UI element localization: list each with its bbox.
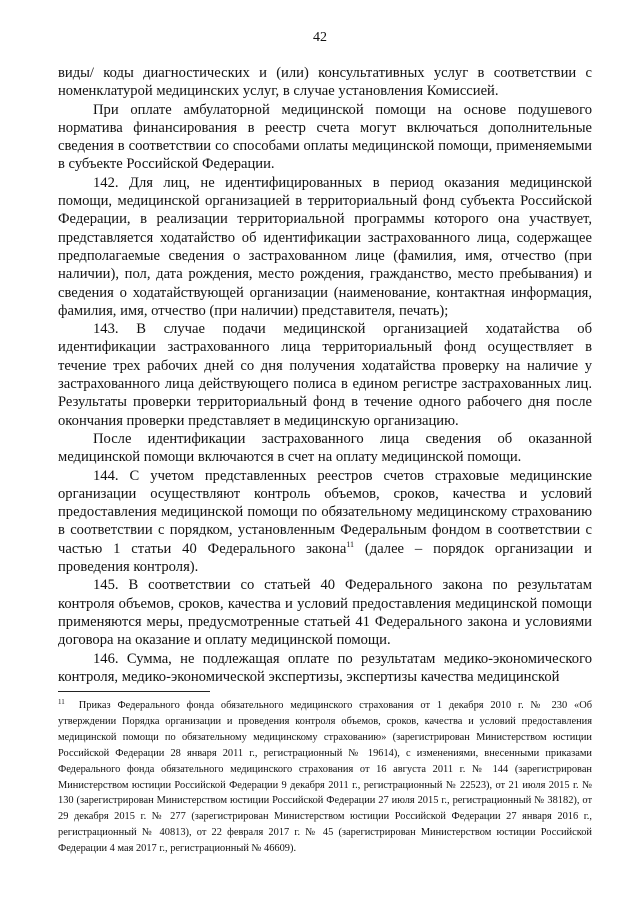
- paragraph-145: 145. В соответствии со статьей 40 Федерального закона по результатам контроля объемов, сроков, качества и условий предоставления медицинской помощи применяются меры, предусмотренные статьей 41 Федерального закона и условиями договора на оказание и оплату медицинской помощи.: [58, 577, 592, 649]
- paragraph-144-text: 144. С учетом представленных реестров счетов страховые медицинские организации осуществляют контроль объемов, сроков, качества и условий предоставления медицинской помощи по обязательному медицинскому страхованию в соответствии с порядком, установленным Федеральным фондом в соответствии с частью 1 статьи 40 Федерального закона: [58, 467, 592, 557]
- footnote-mark: 11: [58, 697, 65, 706]
- footnote-text: Приказ Федерального фонда обязательного медицинского страхования от 1 декабря 2010 г. № 230 «Об утверждении Порядка организации и проведения контроля объемов, сроков, качества и условий предоставления медицинской помощи по обязательному медицинскому страхованию» (зарегистрирован Министерством юстиции Российской Федерации 28 января 2011 г., регистрационный № 19614), с изменениями, внесенными приказами Федерального фонда обязательного медицинского страхования от 16 августа 2011 г. № 144 (зарегистрирован Министерством юстиции Российской Федерации 9 декабря 2011 г., регистрационный № 22523), от 21 июля 2015 г. № 130 (зарегистрирован Министерством юстиции Российской Федерации 27 июля 2015 г., регистрационный № 38182), от 29 декабря 2015 г. № 277 (зарегистрирован Министерством юстиции Российской Федерации 27 января 2016 г., регистрационный № 40813), от 22 февраля 2017 г. № 45 (зарегистрирован Министерством юстиции Российской Федерации 4 мая 2017 г., регистрационный № 46609).: [58, 700, 592, 855]
- paragraph: После идентификации застрахованного лица сведения об оказанной медицинской помощи включаются в счет на оплату медицинской помощи.: [58, 430, 592, 466]
- paragraph: виды/ коды диагностических и (или) консультативных услуг в соответствии с номенклатурой медицинских услуг, в случае установления Комиссией.: [58, 65, 592, 100]
- document-body: [58, 64, 592, 686]
- footnote: [58, 698, 592, 857]
- paragraph-142: 142. Для лиц, не идентифицированных в период оказания медицинской помощи, медицинской организацией в территориальный фонд субъекта Российской Федерации, в реализации территориальной программы которого она участвует, представляется ходатайство об идентификации застрахованного лица, содержащее предполагаемые сведения о застрахованном лице (фамилия, имя, отчество (при наличии), пол, дата рождения, место рождения, гражданство, место пребывания) и сведения о ходатайствующей организации (наименование, контактная информация, фамилия, имя, отчество (при наличии) представителя, печать);: [58, 174, 592, 319]
- page-number: 42: [313, 30, 327, 45]
- footnote-separator: [58, 691, 210, 692]
- paragraph: При оплате амбулаторной медицинской помощи на основе подушевого норматива финансирования в реестр счета могут включаться дополнительные сведения в соответствии со способами оплаты медицинской помощи, применяемыми в субъекте Российской Федерации.: [58, 101, 592, 173]
- paragraph-144: [58, 467, 592, 577]
- footnote-ref[interactable]: 11: [346, 539, 355, 549]
- paragraph-144-text-end: (далее – порядок организации и проведения контроля).: [58, 540, 592, 576]
- paragraph-143: 143. В случае подачи медицинской организацией ходатайства об идентификации застрахованного лица территориальный фонд осуществляет в течение трех рабочих дней со дня получения ходатайства проверку на наличие у застрахованного лица действующего полиса в едином регистре застрахованных лиц. Результаты проверки территориальный фонд в течение одного рабочего дня после окончания проверки представляет в медицинскую организацию.: [58, 321, 592, 429]
- paragraph-146: 146. Сумма, не подлежащая оплате по результатам медико-экономического контроля, медико-экономической экспертизы, экспертизы качества медицинской: [58, 650, 592, 685]
